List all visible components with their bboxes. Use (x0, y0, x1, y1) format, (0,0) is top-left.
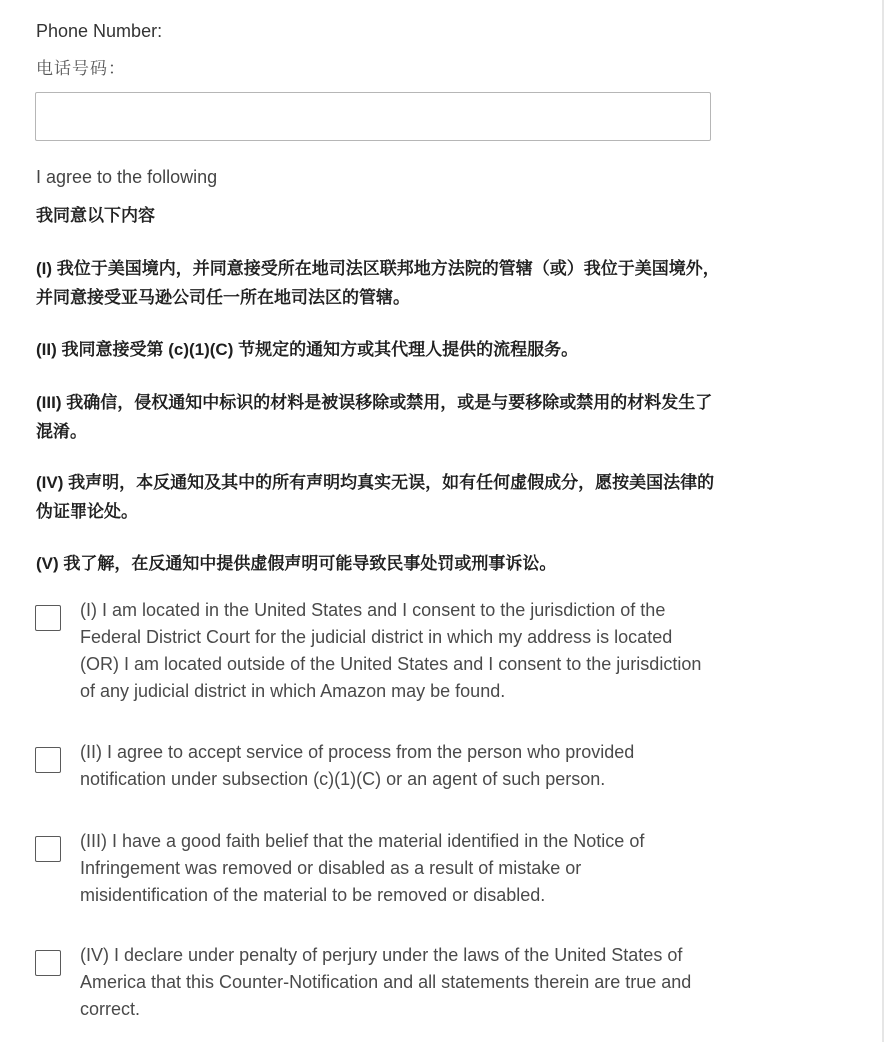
consent-checkbox-4[interactable] (35, 950, 61, 976)
consent-label-1[interactable]: (I) I am located in the United States and I consent to the jurisdiction of the Federal District Court for the judicial district in which my address is located (OR) I am located outside of the United States and I consent to the jurisdiction of any judicial district in which Amazon may be found. (80, 600, 702, 701)
consent-checkbox-1[interactable] (35, 605, 61, 631)
consent-checkbox-3[interactable] (35, 836, 61, 862)
zh-statement-3: (III) 我确信，侵权通知中标识的材料是被误移除或禁用，或是与要移除或禁用的材料发生了混淆。 (36, 393, 713, 441)
phone-label-en: Phone Number: (36, 21, 163, 41)
phone-number-input[interactable] (35, 92, 711, 141)
agreement-intro-en: I agree to the following (36, 167, 218, 187)
consent-label-4[interactable]: (IV) I declare under penalty of perjury under the laws of the United States of America that this Counter-Notification and all statements therein are true and correct. (80, 945, 692, 1019)
agreement-intro-zh: 我同意以下内容 (36, 206, 155, 225)
phone-label-zh: 电话号码： (36, 59, 126, 78)
zh-statement-4: (IV) 我声明，本反通知及其中的所有声明均真实无误，如有任何虚假成分，愿按美国法律的伪证罪论处。 (36, 473, 715, 521)
consent-label-3[interactable]: (III) I have a good faith belief that the material identified in the Notice of Infringement was removed or disabled as a result of mistake or misidentification of the material to be removed or disabled. (80, 831, 645, 905)
zh-statement-2: (II) 我同意接受第 (c)(1)(C) 节规定的通知方或其代理人提供的流程服务。 (36, 340, 579, 359)
consent-checkbox-2[interactable] (35, 747, 61, 773)
zh-statement-1: (I) 我位于美国境内，并同意接受所在地司法区联邦地方法院的管辖（或）我位于美国境外，并同意接受亚马逊公司任一所在地司法区的管辖。 (36, 259, 720, 307)
zh-statement-5: (V) 我了解，在反通知中提供虚假声明可能导致民事处罚或刑事诉讼。 (36, 554, 557, 573)
consent-label-2[interactable]: (II) I agree to accept service of process from the person who provided notification under subsection (c)(1)(C) or an agent of such person. (80, 742, 635, 789)
